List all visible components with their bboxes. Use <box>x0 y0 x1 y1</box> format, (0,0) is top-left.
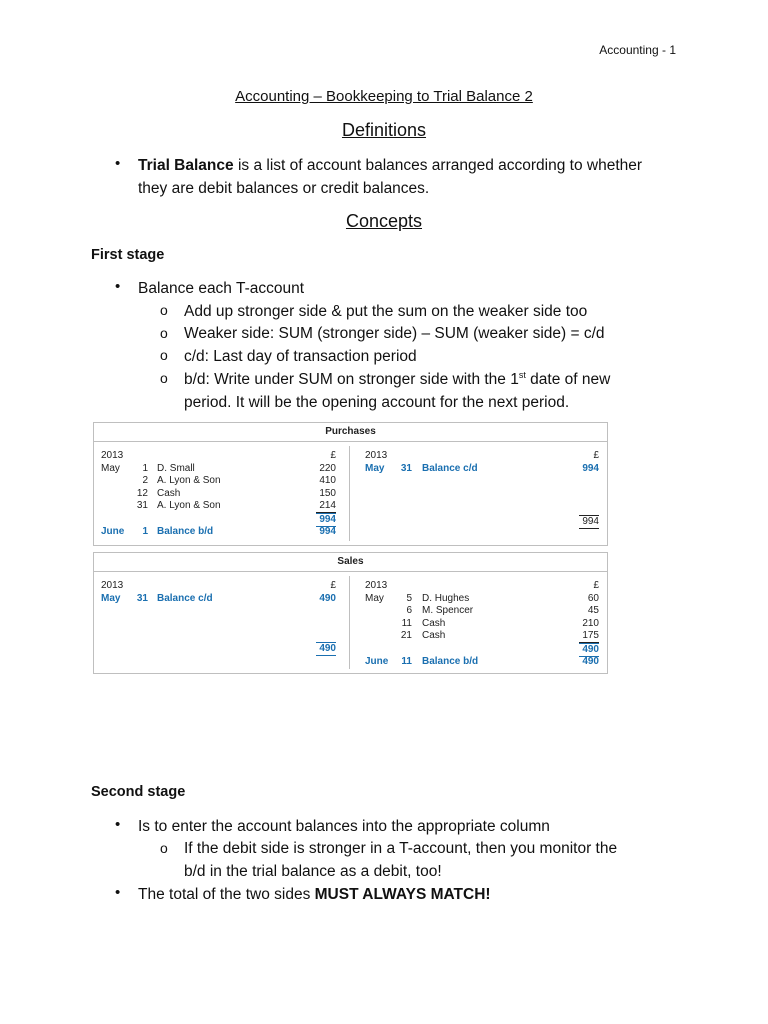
sub-bullet-icon: o <box>160 347 168 363</box>
bullet-icon: • <box>115 884 121 901</box>
bullet-icon: • <box>115 278 121 295</box>
first-stage-bullet: Balance each T-account <box>138 280 305 297</box>
bd-month: June <box>101 526 125 537</box>
cd-description: Balance c/d <box>157 593 213 604</box>
bd-amount: 490 <box>582 656 599 667</box>
entry-amount: 45 <box>587 605 599 616</box>
left-currency: £ <box>330 580 336 591</box>
entry-day: 1 <box>142 463 148 474</box>
entry-description: Cash <box>422 618 446 629</box>
cd-amount: 994 <box>582 463 599 474</box>
left-total: 994 <box>316 513 336 527</box>
entry-description: D. Small <box>157 463 195 474</box>
bd-description: Balance b/d <box>422 656 479 667</box>
definition-line1: is a list of account balances arranged according to whether <box>233 157 643 174</box>
definitions-heading: Definitions <box>341 120 427 140</box>
purchases-title: Purchases <box>94 423 607 442</box>
right-total: 994 <box>579 515 599 529</box>
cd-day: 31 <box>400 463 412 474</box>
bullet-icon: • <box>115 816 121 833</box>
entry-day: 5 <box>406 593 412 604</box>
t-account-divider <box>349 446 350 541</box>
entry-amount: 175 <box>579 630 599 643</box>
entry-amount: 210 <box>582 618 599 629</box>
entry-description: Cash <box>157 488 181 499</box>
bd-description: Balance b/d <box>157 526 214 537</box>
first-stage-sub3: c/d: Last day of transaction period <box>184 348 417 365</box>
entry-amount: 220 <box>319 463 336 474</box>
cd-month: May <box>101 593 121 604</box>
bd-month: June <box>365 656 389 667</box>
sub4-sup: st <box>518 369 526 380</box>
sub1-line1: If the debit side is stronger in a T-account, then you monitor the <box>184 840 618 857</box>
bd-day: 11 <box>401 656 412 667</box>
right-total: 490 <box>579 643 599 657</box>
second-stage-bullet1: Is to enter the account balances into the appropriate column <box>138 818 550 835</box>
right-year: 2013 <box>365 580 388 591</box>
definition-term: Trial Balance <box>138 157 234 174</box>
entry-description: Cash <box>422 630 446 641</box>
cd-amount: 490 <box>319 593 336 604</box>
bd-amount: 994 <box>319 526 336 537</box>
sub-bullet-icon: o <box>160 302 168 318</box>
sales-t-account <box>93 552 608 674</box>
second-stage-bullet2 <box>138 883 491 906</box>
concepts-heading: Concepts <box>345 211 423 231</box>
first-stage-sub1: Add up stronger side & put the sum on the weaker side too <box>184 303 588 320</box>
first-stage-heading: First stage <box>91 247 165 263</box>
entry-day: 31 <box>136 500 148 511</box>
entry-month: May <box>101 463 120 474</box>
purchases-t-account <box>93 422 608 546</box>
cd-month: May <box>365 463 385 474</box>
entry-day: 21 <box>400 630 412 641</box>
entry-amount: 150 <box>319 488 336 499</box>
cd-description: Balance c/d <box>422 463 478 474</box>
left-currency: £ <box>330 450 336 461</box>
t-account-divider <box>349 576 350 669</box>
entry-day: 12 <box>136 488 148 499</box>
cd-day: 31 <box>136 593 148 604</box>
entry-description: A. Lyon & Son <box>157 500 221 511</box>
page-label: Accounting - 1 <box>599 43 676 57</box>
left-total: 490 <box>316 642 336 656</box>
bullet-icon: • <box>115 155 121 172</box>
right-year: 2013 <box>365 450 388 461</box>
sub4-line2: period. It will be the opening account for the next period. <box>184 394 570 411</box>
second-stage-heading: Second stage <box>91 784 186 800</box>
entry-month: May <box>365 593 384 604</box>
entry-day: 6 <box>406 605 412 616</box>
right-currency: £ <box>593 450 599 461</box>
bullet2-emphasis: MUST ALWAYS MATCH! <box>314 886 491 903</box>
sub1-line2: b/d in the trial balance as a debit, too! <box>184 863 442 880</box>
first-stage-sub2: Weaker side: SUM (stronger side) – SUM (weaker side) = c/d <box>184 325 605 342</box>
left-year: 2013 <box>101 450 124 461</box>
bullet2-text: The total of the two sides <box>138 886 315 903</box>
entry-description: D. Hughes <box>422 593 470 604</box>
left-year: 2013 <box>101 580 124 591</box>
entry-day: 2 <box>142 475 148 486</box>
sub-bullet-icon: o <box>160 325 168 341</box>
sub-bullet-icon: o <box>160 370 168 386</box>
entry-description: A. Lyon & Son <box>157 475 221 486</box>
entry-description: M. Spencer <box>422 605 474 616</box>
sub4-text-b: date of new <box>525 371 611 388</box>
sub4-text-a: b/d: Write under SUM on stronger side with the 1 <box>184 371 519 388</box>
bd-day: 1 <box>142 526 148 537</box>
definition-line2: they are debit balances or credit balances. <box>138 180 430 197</box>
entry-amount: 214 <box>316 500 336 513</box>
sub-bullet-icon: o <box>160 840 168 856</box>
document-title: Accounting – Bookkeeping to Trial Balance 2 <box>235 88 533 105</box>
sales-title: Sales <box>94 553 607 572</box>
entry-amount: 60 <box>587 593 599 604</box>
entry-amount: 410 <box>319 475 336 486</box>
second-stage-sub1 <box>184 837 674 883</box>
right-currency: £ <box>593 580 599 591</box>
entry-day: 11 <box>401 618 412 629</box>
first-stage-sub4 <box>184 368 664 414</box>
definition-text <box>138 154 698 200</box>
